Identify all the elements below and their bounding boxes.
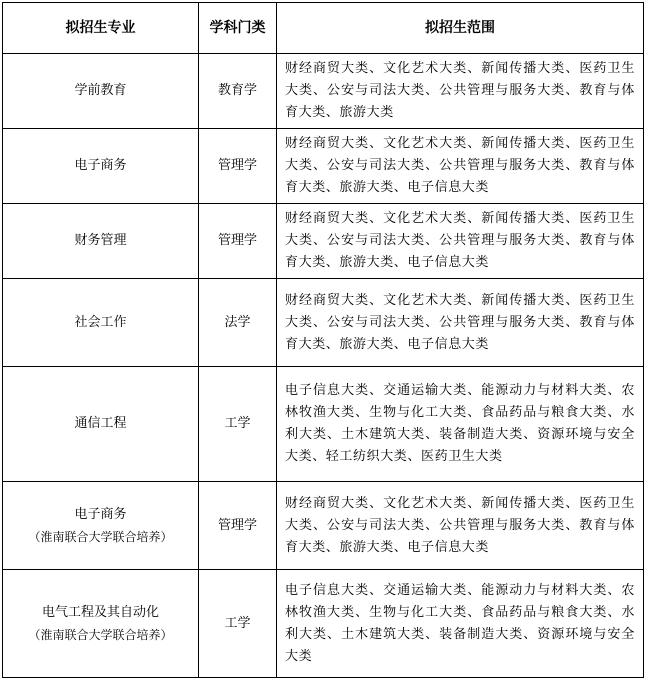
major-cell <box>3 570 199 678</box>
major-name: 电子商务 <box>74 506 127 522</box>
scope-cell: 财经商贸大类、文化艺术大类、新闻传播大类、医药卫生大类、公安与司法大类、公共管理与服务大类、教育与体育大类、旅游大类、电子信息大类 <box>277 204 644 279</box>
major-cell <box>3 279 199 367</box>
category-cell: 管理学 <box>199 129 277 204</box>
header-category: 学科门类 <box>199 3 277 54</box>
major-cell <box>3 482 199 570</box>
major-note: （淮南联合大学联合培养） <box>28 627 173 642</box>
major-name: 通信工程 <box>74 416 127 431</box>
header-scope: 拟招生范围 <box>277 3 644 54</box>
table-header-row <box>3 3 644 54</box>
major-name: 财务管理 <box>74 233 127 248</box>
category-cell: 管理学 <box>199 204 277 279</box>
category-cell: 管理学 <box>199 482 277 570</box>
category-cell: 教育学 <box>199 54 277 129</box>
major-cell <box>3 367 199 482</box>
category-cell: 法学 <box>199 279 277 367</box>
table-row <box>3 129 644 204</box>
enrollment-table <box>2 2 644 678</box>
scope-cell: 电子信息大类、交通运输大类、能源动力与材料大类、农林牧渔大类、生物与化工大类、食品药品与粮食大类、水利大类、土木建筑大类、装备制造大类、资源环境与安全大类 <box>277 570 644 678</box>
scope-cell: 财经商贸大类、文化艺术大类、新闻传播大类、医药卫生大类、公安与司法大类、公共管理与服务大类、教育与体育大类、旅游大类、电子信息大类 <box>277 279 644 367</box>
major-cell <box>3 54 199 129</box>
major-cell <box>3 204 199 279</box>
scope-cell: 财经商贸大类、文化艺术大类、新闻传播大类、医药卫生大类、公安与司法大类、公共管理与服务大类、教育与体育大类、旅游大类、电子信息大类 <box>277 129 644 204</box>
major-cell <box>3 129 199 204</box>
major-name: 电子商务 <box>74 158 127 173</box>
scope-cell: 电子信息大类、交通运输大类、能源动力与材料大类、农林牧渔大类、生物与化工大类、食品药品与粮食大类、水利大类、土木建筑大类、装备制造大类、资源环境与安全大类、轻工纺织大类、医药卫生大类 <box>277 367 644 482</box>
major-name: 电气工程及其自动化 <box>41 604 159 620</box>
table-row <box>3 570 644 678</box>
category-cell: 工学 <box>199 367 277 482</box>
table-row <box>3 279 644 367</box>
table-row <box>3 54 644 129</box>
major-name: 学前教育 <box>74 83 127 98</box>
table-row <box>3 367 644 482</box>
table-body <box>3 54 644 678</box>
scope-cell: 财经商贸大类、文化艺术大类、新闻传播大类、医药卫生大类、公安与司法大类、公共管理与服务大类、教育与体育大类、旅游大类 <box>277 54 644 129</box>
category-cell: 工学 <box>199 570 277 678</box>
major-name: 社会工作 <box>74 314 127 330</box>
header-major: 拟招生专业 <box>3 3 199 54</box>
scope-cell: 财经商贸大类、文化艺术大类、新闻传播大类、医药卫生大类、公安与司法大类、公共管理与服务大类、教育与体育大类、旅游大类、电子信息大类 <box>277 482 644 570</box>
table-row <box>3 482 644 570</box>
major-note: （淮南联合大学联合培养） <box>28 529 173 544</box>
table-row <box>3 204 644 279</box>
